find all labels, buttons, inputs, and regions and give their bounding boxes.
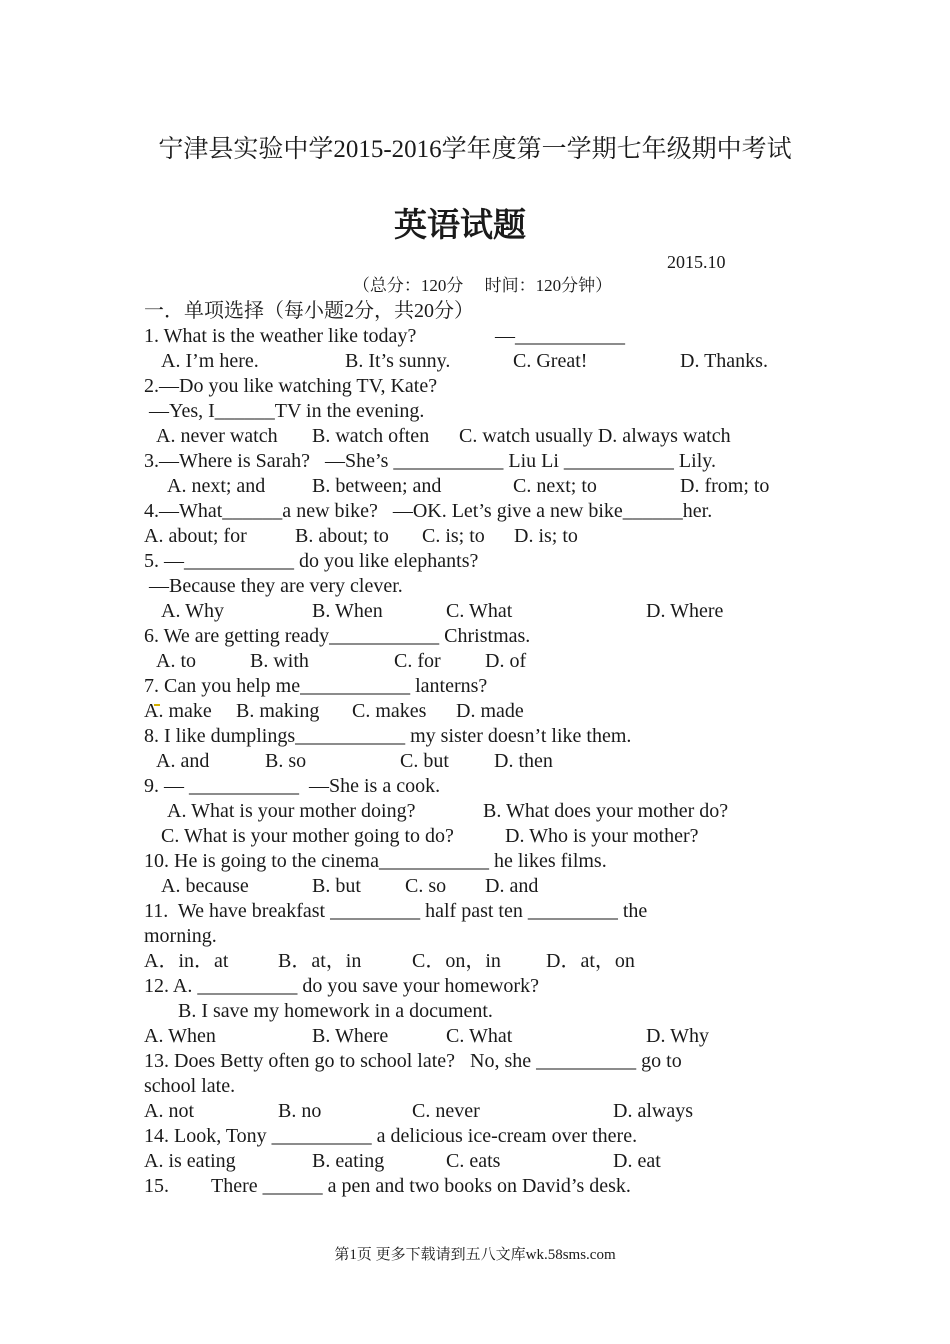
question-14: [144, 1124, 794, 1149]
option-c-d: C. watch usually D. always watch: [459, 425, 731, 447]
question-9-options-cd: [144, 824, 794, 849]
option-a: A. about; for: [144, 525, 247, 547]
option-c: C. is; to: [422, 525, 485, 547]
option-b: B．at，in: [278, 950, 362, 972]
question-11: [144, 899, 794, 924]
question-7-number: 7: [144, 675, 154, 697]
question-10-options: [144, 874, 794, 899]
question-13-stem: 13. Does Betty often go to school late? No, she __________ go to: [144, 1050, 682, 1072]
question-12-reply: [144, 999, 794, 1024]
option-b: B. When: [312, 600, 383, 622]
question-8-options: [144, 749, 794, 774]
question-2-stem: 2.—Do you like watching TV, Kate?: [144, 375, 438, 397]
question-1-answer-blank: —___________: [495, 325, 625, 347]
question-2-reply: [144, 399, 794, 424]
section-heading-text: 一．单项选择（每小题2分，共20分）: [144, 300, 474, 322]
question-5: [144, 549, 794, 574]
option-b: B. eating: [312, 1150, 385, 1172]
option-a: A. because: [161, 875, 249, 897]
option-b: B. What does your mother do?: [483, 800, 729, 822]
option-d: D. Why: [646, 1025, 709, 1047]
question-9-stem: 9. — ___________ —She is a cook.: [144, 775, 441, 797]
question-14-options: [144, 1149, 794, 1174]
question-15-stem: There ______ a pen and two books on David’s desk.: [211, 1175, 631, 1197]
question-10: [144, 849, 794, 874]
option-a: A. I’m here.: [161, 350, 259, 372]
option-a: A. What is your mother doing?: [167, 800, 416, 822]
question-14-stem: 14. Look, Tony __________ a delicious ice-cream over there.: [144, 1125, 638, 1147]
question-11-stem-continued: morning.: [144, 925, 217, 947]
question-8: [144, 724, 794, 749]
question-9-options-ab: [144, 799, 794, 824]
option-a: A. When: [144, 1025, 216, 1047]
question-6-options: [144, 649, 794, 674]
question-13-stem-continued: school late.: [144, 1075, 236, 1097]
section-heading: [144, 299, 794, 324]
question-11-options: [144, 949, 794, 974]
option-d: D. Thanks.: [680, 350, 768, 372]
option-b: B. watch often: [312, 425, 430, 447]
question-4: [144, 499, 794, 524]
question-5-stem: 5. —___________ do you like elephants?: [144, 550, 479, 572]
question-9: [144, 774, 794, 799]
option-c: C. but: [400, 750, 449, 772]
option-c: C. never: [412, 1100, 480, 1122]
question-2: [144, 374, 794, 399]
option-d: D. then: [494, 750, 553, 772]
question-12-options: [144, 1024, 794, 1049]
option-a: A. never watch: [156, 425, 278, 447]
option-c: C. so: [405, 875, 447, 897]
question-1-options: [144, 349, 794, 374]
question-3-options: [144, 474, 794, 499]
score-time-info: （总分：120分 时间：120分钟）: [352, 276, 613, 295]
question-12-reply-text: B. I save my homework in a document.: [178, 1000, 493, 1022]
option-b: B. but: [312, 875, 361, 897]
option-c: C. next; to: [513, 475, 597, 497]
exam-date: 2015.10: [667, 252, 726, 272]
question-8-stem: 8. I like dumplings___________ my sister doesn’t like them.: [144, 725, 632, 747]
option-c: C. Great!: [513, 350, 588, 372]
option-a: A. not: [144, 1100, 194, 1122]
question-12-stem: 12. A. __________ do you save your homework?: [144, 975, 539, 997]
option-d: D. is; to: [514, 525, 578, 547]
question-6-stem: 6. We are getting ready___________ Christmas.: [144, 625, 531, 647]
option-d: D. always: [613, 1100, 693, 1122]
question-15-number: 15.: [144, 1175, 169, 1197]
option-b: B. with: [250, 650, 309, 672]
question-3: [144, 449, 794, 474]
option-c: C．on，in: [412, 950, 501, 972]
question-12: [144, 974, 794, 999]
question-13-options: [144, 1099, 794, 1124]
option-d: D. Who is your mother?: [505, 825, 699, 847]
page-footer: 第1页 更多下载请到五八文库wk.58sms.com: [334, 1247, 616, 1263]
question-2-options: [144, 424, 794, 449]
question-11-stem: 11. We have breakfast _________ half past ten _________ the: [144, 900, 648, 922]
option-b: B. It’s sunny.: [345, 350, 451, 372]
option-b: B. between; and: [312, 475, 442, 497]
option-d: D．at，on: [546, 950, 635, 972]
question-10-stem: 10. He is going to the cinema___________ he likes films.: [144, 850, 607, 872]
option-b: B. about; to: [295, 525, 389, 547]
question-11-continued: [144, 924, 794, 949]
option-c: C. eats: [446, 1150, 501, 1172]
question-3-stem: 3.—Where is Sarah? —She’s ___________ Liu Li ___________ Lily.: [144, 450, 716, 472]
option-d: D. made: [456, 700, 524, 722]
option-c: C. What: [446, 1025, 513, 1047]
question-13: [144, 1049, 794, 1074]
option-a: A. next; and: [167, 475, 266, 497]
option-a: A. is eating: [144, 1150, 236, 1172]
question-1-stem: 1. What is the weather like today?: [144, 325, 417, 347]
option-c: C. makes: [352, 700, 427, 722]
option-b: B. no: [278, 1100, 322, 1122]
option-c: C. What is your mother going to do?: [161, 825, 454, 847]
option-c: C. for: [394, 650, 441, 672]
question-4-options: [144, 524, 794, 549]
question-body: [144, 299, 794, 1199]
question-7: [144, 674, 794, 699]
option-c: C. What: [446, 600, 513, 622]
option-a: A．in．at: [144, 950, 229, 972]
question-13-continued: [144, 1074, 794, 1099]
option-a: A. make: [144, 700, 212, 722]
option-b: B. making: [236, 700, 320, 722]
option-d: D. from; to: [680, 475, 770, 497]
question-7-stem: . Can you help me___________ lanterns?: [154, 675, 488, 697]
exam-title: 宁津县实验中学2015-2016学年度第一学期七年级期中考试: [158, 136, 792, 163]
option-d: D. of: [485, 650, 527, 672]
question-6: [144, 624, 794, 649]
option-a: A. Why: [161, 600, 224, 622]
question-7-options: [144, 699, 794, 724]
exam-subtitle: 英语试题: [394, 205, 526, 244]
question-5-reply-text: —Because they are very clever.: [144, 575, 403, 597]
question-1: [144, 324, 794, 349]
option-a: A. and: [156, 750, 210, 772]
question-5-options: [144, 599, 794, 624]
option-b: B. Where: [312, 1025, 389, 1047]
option-d: D. and: [485, 875, 539, 897]
option-d: D. eat: [613, 1150, 661, 1172]
question-4-stem: 4.—What______a new bike? —OK. Let’s give a new bike______her.: [144, 500, 713, 522]
question-2-reply-text: —Yes, I______TV in the evening.: [144, 400, 425, 422]
option-a: A. to: [156, 650, 196, 672]
option-d: D. Where: [646, 600, 724, 622]
question-5-reply: [144, 574, 794, 599]
option-b: B. so: [265, 750, 307, 772]
question-15: [144, 1174, 794, 1199]
